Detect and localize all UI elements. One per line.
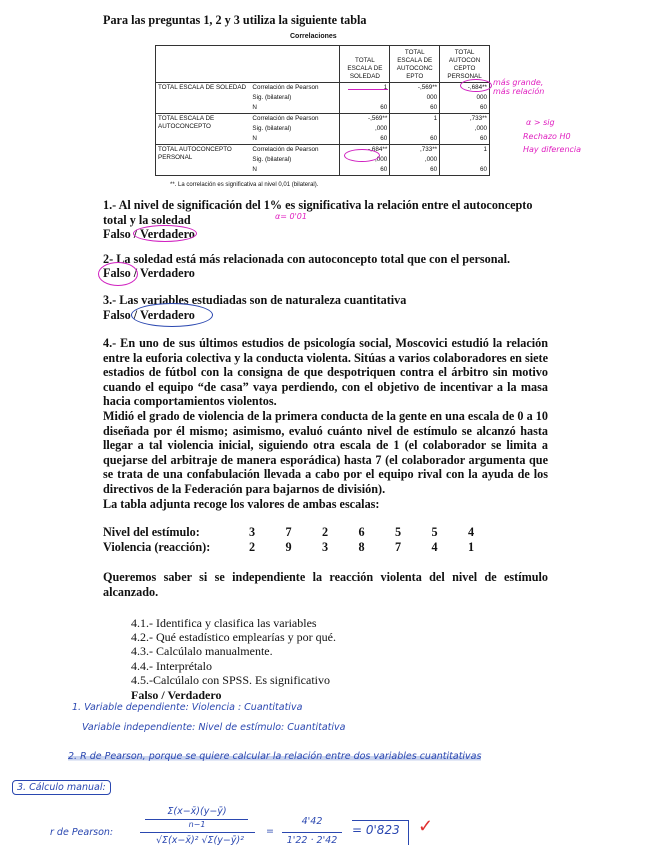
table-cell: [340, 93, 390, 103]
r-label: r de Pearson:: [50, 827, 114, 838]
stat-label: Sig. (bilateral): [252, 125, 292, 132]
handwritten-line-3: 2. R de Pearson, porque se quiere calcular la relación entre dos variables cuantitativas: [68, 751, 482, 762]
table-cell: [440, 155, 490, 165]
item: 4.3.- Calcúlalo manualmente.: [131, 644, 273, 659]
row-label: TOTAL ESCALA DE SOLEDAD: [156, 83, 251, 114]
table-cell: -,684**: [440, 83, 490, 94]
equals: =: [266, 826, 274, 837]
correlations-table: [155, 45, 490, 176]
table-cell: 000: [440, 93, 490, 103]
item: 4.2.- Qué estadístico emplearías y por qué.: [131, 629, 336, 644]
table-cell: -,569**: [390, 83, 440, 94]
stat-label: N: [252, 104, 257, 111]
col-header: TOTAL AUTOCON CEPTO PERSONAL: [440, 46, 490, 83]
table-cell: ,000: [340, 155, 390, 165]
table-cell: 60: [340, 165, 390, 176]
item: 4.1.- Identifica y clasifica las variables: [131, 615, 317, 630]
formula-denominator: √Σ(x−x̄)² √Σ(y−ȳ)²: [156, 835, 244, 846]
check-icon: ✓: [418, 816, 434, 836]
value-cell: 7: [285, 525, 292, 540]
stat-label: Correlación de Pearson: [250, 83, 340, 94]
value-cell: 8: [358, 539, 365, 554]
row-label: Violencia (reacción):: [103, 539, 211, 554]
stat-label: Correlación de Pearson: [250, 145, 340, 156]
value-cell: 9: [285, 539, 292, 554]
row-label: TOTAL AUTOCONCEPTO PERSONAL: [156, 145, 251, 176]
value-cell: 6: [358, 525, 365, 540]
result: = 0'823: [352, 820, 409, 845]
table-cell: -,684**: [340, 145, 390, 156]
formula-n: n−1: [188, 820, 206, 829]
table-row: [156, 145, 490, 156]
annotation-rechaza: Rechazo H0: [523, 132, 571, 141]
value-cell: 5: [395, 525, 402, 540]
table-cell: 60: [440, 103, 490, 114]
table-cell: 60: [390, 103, 440, 114]
row-label: TOTAL ESCALA DE AUTOCONCEPTO: [156, 114, 251, 145]
table-cell: 1: [390, 114, 440, 125]
table-cell: 60: [340, 103, 390, 114]
question-4-items: [131, 616, 548, 702]
question-3: 3.- Las variables estudiadas son de naturaleza cuantitativa: [103, 293, 407, 307]
stimulus-row: [103, 540, 505, 555]
value-cell: 1: [468, 539, 475, 554]
value-cell: 4: [468, 525, 475, 540]
table-cell: 60: [440, 134, 490, 145]
value-cell: 7: [395, 539, 402, 554]
stimulus-row: [103, 525, 505, 540]
table-row: [156, 83, 490, 94]
table-cell: ,000: [440, 124, 490, 134]
annotation-mas-grande: más grande, más relación: [493, 78, 545, 96]
stat-label: Correlación de Pearson: [250, 114, 340, 125]
value-cell: 3: [322, 539, 329, 554]
table-row: [156, 114, 490, 125]
handwritten-line-1: 1. Variable dependiente: Violencia : Cuantitativa: [72, 702, 303, 713]
table-cell: -,569**: [340, 114, 390, 125]
row-label: Nivel del estímulo:: [103, 525, 200, 540]
stat-label: Sig. (bilateral): [252, 94, 292, 101]
table-cell: 60: [390, 134, 440, 145]
question-2: 2- La soledad está más relacionada con autoconcepto total que con el personal.: [103, 252, 511, 266]
stat-label: N: [252, 166, 257, 173]
value-cell: 2: [322, 525, 329, 540]
question-4-prompt: Queremos saber si se independiente la reacción violenta del nivel de estímulo alcanzado.: [103, 570, 548, 599]
page-title: Para las preguntas 1, 2 y 3 utiliza la siguiente tabla: [103, 13, 367, 27]
value-cell: 5: [431, 525, 438, 540]
table-cell: ,000: [340, 124, 390, 134]
col-header: TOTAL ESCALA DE AUTOCONC EPTO: [390, 46, 440, 83]
annotation-alpha: α= 0'01: [275, 212, 307, 221]
table-cell: 1: [340, 83, 390, 94]
table-footnote: **. La correlación es significativa al nivel 0,01 (bilateral).: [170, 182, 319, 188]
handwritten-line-4: 3. Cálculo manual:: [12, 780, 111, 795]
question-1: 1.- Al nivel de significación del 1% es significativa la relación entre el autoconcepto total y la soledad: [103, 198, 533, 227]
table-cell: 60: [390, 165, 440, 176]
table-cell: 1: [440, 145, 490, 156]
item: 4.5.-Calcúlalo con SPSS. Es significativo: [131, 673, 330, 688]
question-2-answer: Falso / Verdadero: [103, 266, 195, 280]
question-3-answer: Falso / Verdadero: [103, 308, 195, 322]
table-cell: ,000: [390, 155, 440, 165]
stimulus-table: [103, 525, 505, 554]
fraction-denominator: 1'22 · 2'42: [286, 835, 338, 846]
stat-label: Sig. (bilateral): [252, 156, 292, 163]
fraction-numerator: 4'42: [301, 816, 323, 827]
question-4-method: Midió el grado de violencia de la primera conducta de la gente en una escala de 0 a 10 diseñada por él mismo; asimismo, evaluó cuánto nivel de estímulo se alcanzó hasta llegar a tal violencia inicial, siguiendo otra escala de 1 (el colaborador se limita a quejarse del arbitraje de manera esporádica) hasta 7 (el colaborador argumenta que se trata de una confabulación llevada a cabo por el equipo rival con la ayuda de los directivos de la Federación para bajarnos de división).: [103, 408, 548, 496]
question-4-intro: 4.- En uno de sus últimos estudios de psicología social, Moscovici estudió la relación entre la euforia colectiva y la conducta violenta. Sitúas a varios colaboradores en siete estadios de fútbol con la consigna de que despotriquen contra el árbitro sin motivo cuando el equipo “de casa” vaya perdiendo, con el objetivo de incentivar a la masa hacia comportamientos violentos.: [103, 336, 548, 409]
table-caption: Correlaciones: [290, 33, 337, 40]
question-1-answer: Falso / Verdadero: [103, 227, 195, 241]
item: 4.4.- Interprétalo: [131, 658, 212, 673]
value-cell: 2: [249, 539, 256, 554]
value-cell: 4: [431, 539, 438, 554]
annotation-alpha-rule: α > sig: [526, 118, 555, 127]
table-cell: ,733**: [440, 114, 490, 125]
table-cell: [390, 124, 440, 134]
annotation-diferencia: Hay diferencia: [523, 145, 582, 154]
formula-numerator: Σ(x−x̄)(y−ȳ): [167, 806, 227, 817]
question-4: [103, 336, 548, 702]
handwritten-line-2: Variable independiente: Nivel de estímulo: Cuantitativa: [82, 722, 346, 733]
table-cell: ,733**: [390, 145, 440, 156]
question-4-table-intro: La tabla adjunta recoge los valores de ambas escalas:: [103, 496, 380, 511]
table-cell: 60: [440, 165, 490, 176]
table-cell: 60: [340, 134, 390, 145]
value-cell: 3: [249, 525, 256, 540]
stat-label: N: [252, 135, 257, 142]
col-header: TOTAL ESCALA DE SOLEDAD: [340, 46, 390, 83]
question-4-answer: Falso / Verdadero: [131, 687, 222, 702]
table-cell: 000: [390, 93, 440, 103]
